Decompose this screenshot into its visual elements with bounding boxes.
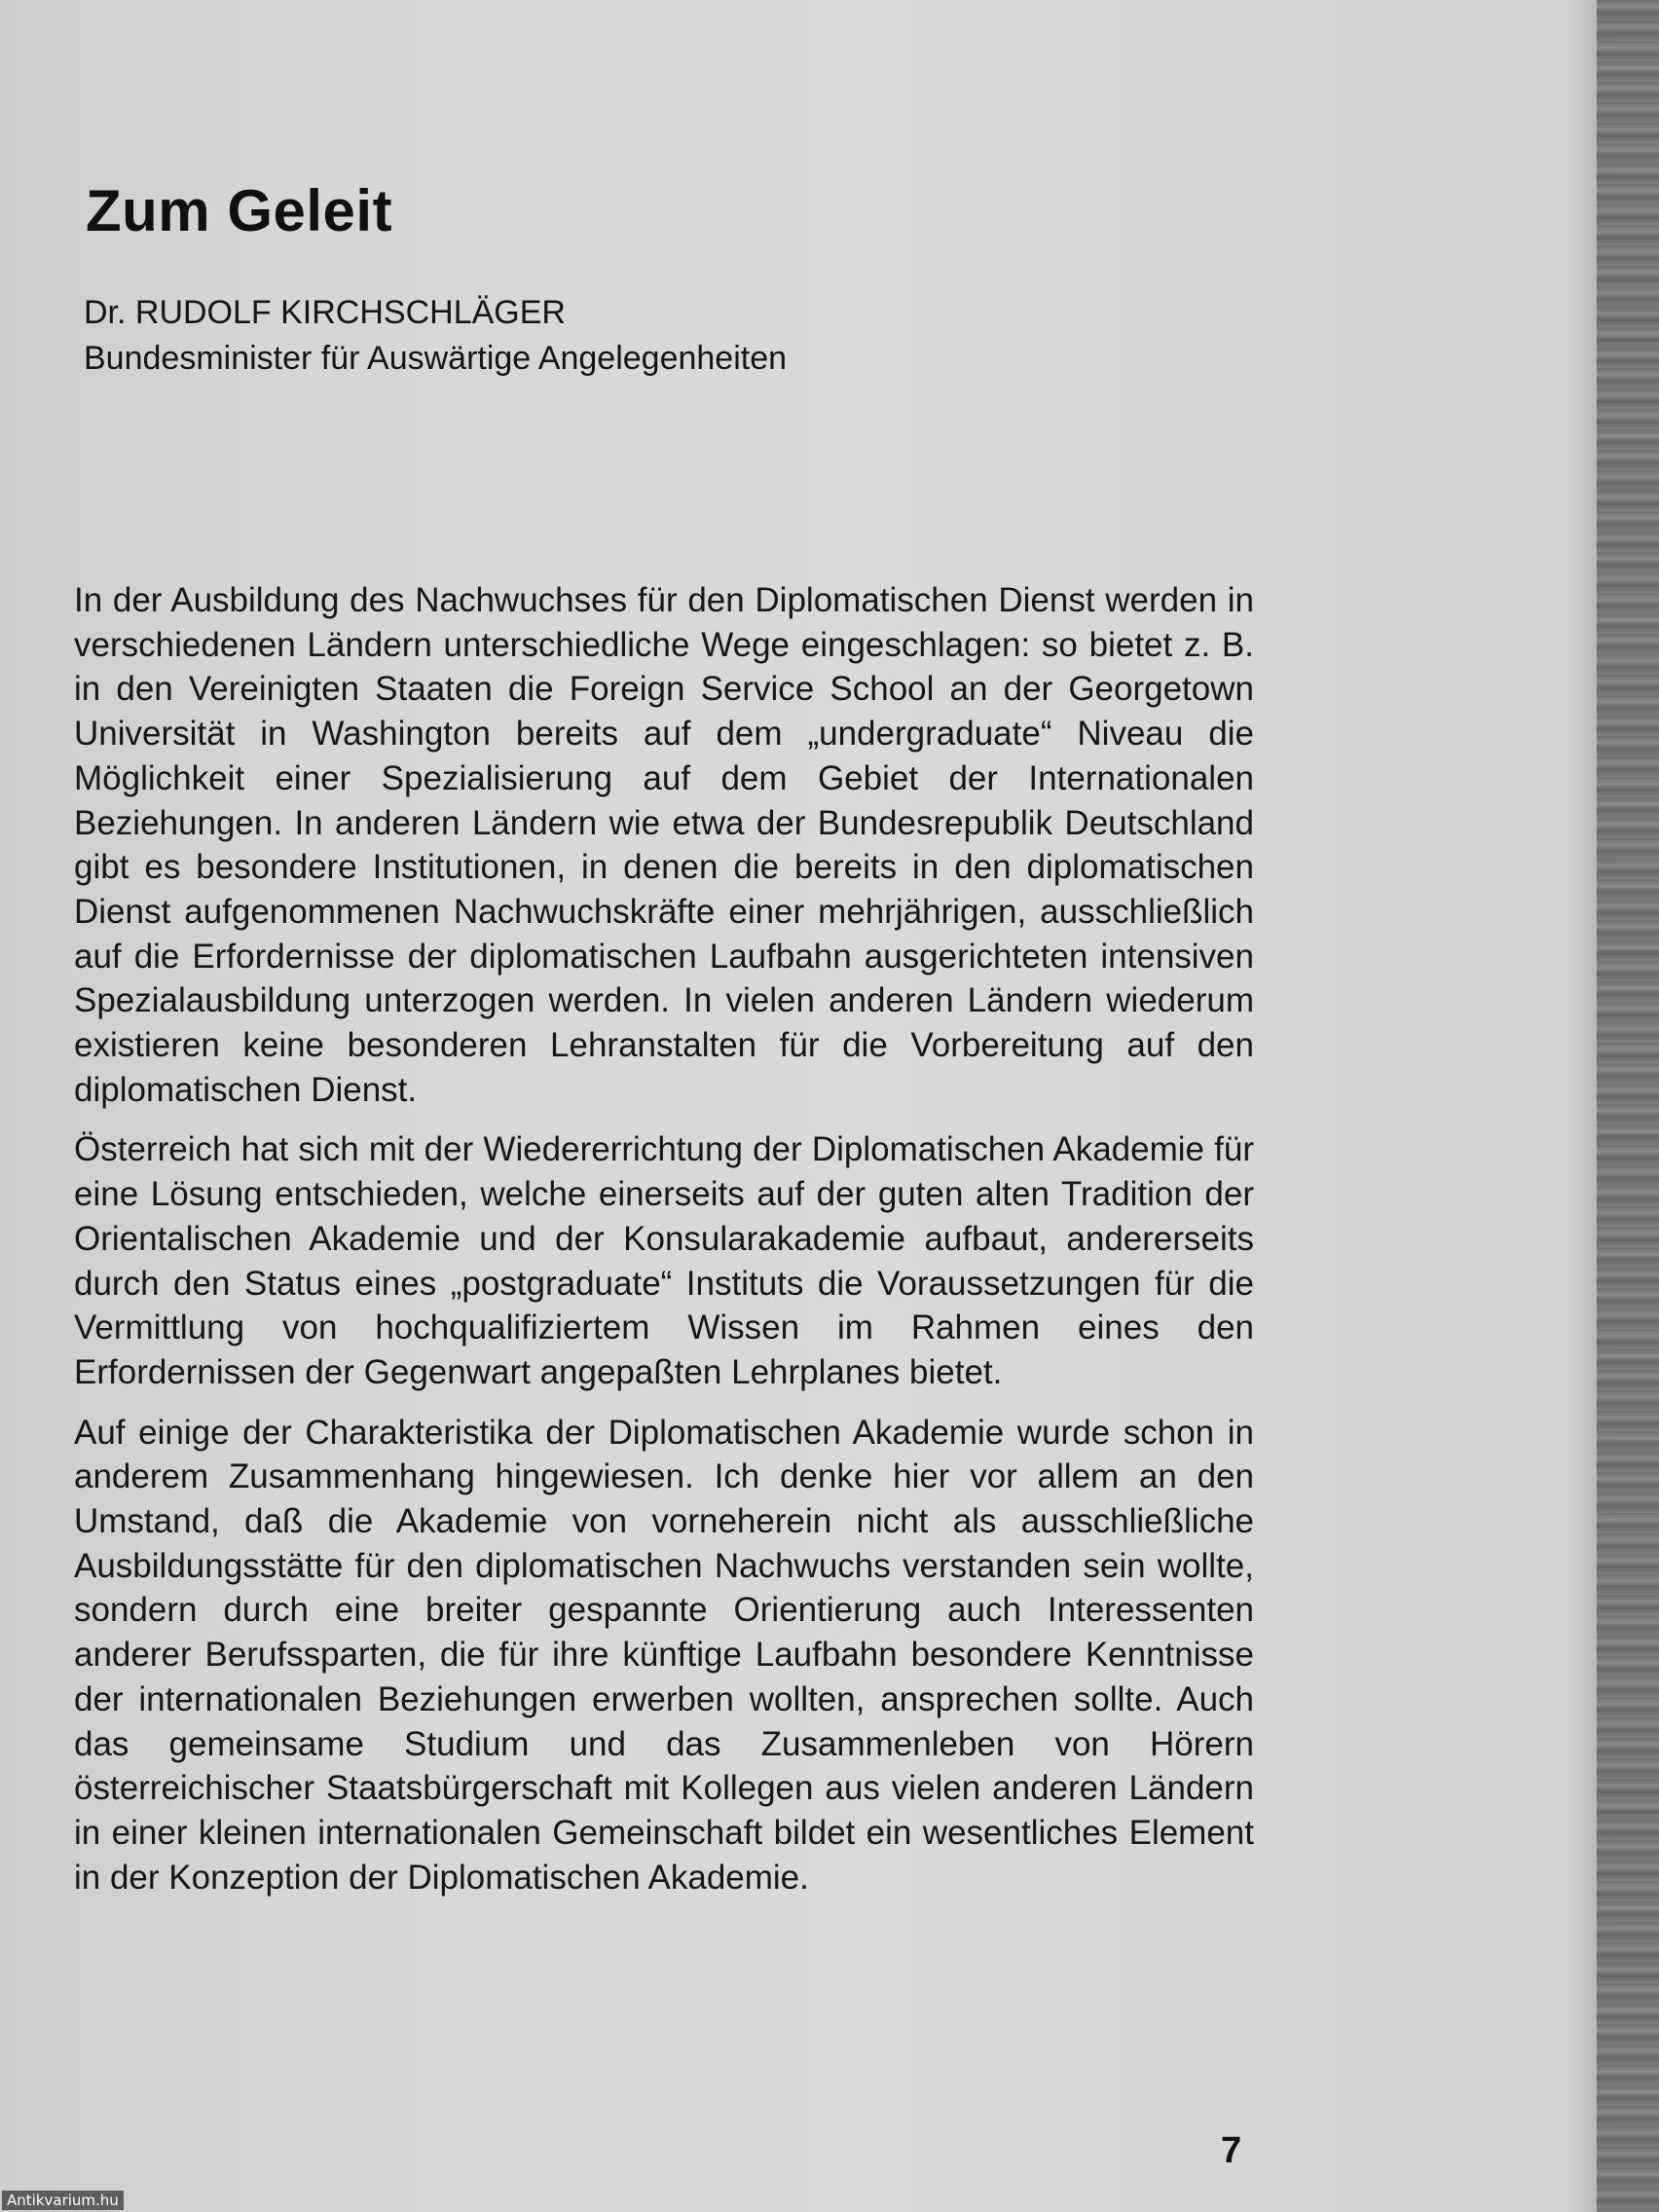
paragraph: In der Ausbildung des Nachwuchses für den Diplomatischen Dienst werden in verschiedenen Ländern unterschiedliche Wege eingeschlagen: so bietet z. B. in den Vereinigten Staaten die Foreign Service School an der Georgetown Universität in Washington bereits auf dem „undergraduate“ Niveau die Möglichkeit einer Spezialisierung auf dem Gebiet der Internationalen Beziehungen. In anderen Ländern wie etwa der Bundesrepublik Deutschland gibt es besondere Institutionen, in denen die bereits in den diplomatischen Dienst aufgenommenen Nachwuchskräfte einer mehrjährigen, ausschließlich auf die Erfordernisse der diplomatischen Laufbahn ausgerichteten intensiven Spezialausbildung unterzogen werden. In vielen anderen Ländern wiederum existieren keine besonderen Lehranstalten für die Vorbereitung auf den diplomatischen Dienst. — [74, 581, 1254, 1109]
book-edge — [1597, 0, 1659, 2212]
author-block — [84, 290, 787, 382]
author-name: Dr. RUDOLF KIRCHSCHLÄGER — [84, 294, 566, 331]
page-edge-shadow — [1569, 0, 1597, 2212]
body-text — [74, 578, 1254, 1915]
page-title: Zum Geleit — [86, 178, 393, 243]
author-position: Bundesminister für Auswärtige Angelegenheiten — [84, 340, 788, 377]
paragraph: Auf einige der Charakteristika der Diplomatischen Akademie wurde schon in anderem Zusammenhang hingewiesen. Ich denke hier vor allem an den Umstand, daß die Akademie von vorneherein nicht als ausschließliche Ausbildungsstätte für den diplomatischen Nachwuchs verstanden sein wollte, sondern durch eine breiter gespannte Orientierung auch Interessenten anderer Berufssparten, die für ihre künftige Laufbahn besondere Kenntnisse der internationalen Beziehungen erwerben wollten, ansprechen sollte. Auch das gemeinsame Studium und das Zusammenleben von Hörern österreichischer Staatsbürgerschaft mit Kollegen aus vielen anderen Ländern in einer kleinen internationalen Gemeinschaft bildet ein wesentliches Element in der Konzeption der Diplomatischen Akademie. — [74, 1413, 1254, 1897]
watermark: Antikvarium.hu — [2, 2191, 124, 2210]
page-number: 7 — [1221, 2130, 1242, 2171]
paragraph: Österreich hat sich mit der Wiedererrichtung der Diplomatischen Akademie für eine Lösung entschieden, welche einerseits auf der guten alten Tradition der Orientalischen Akademie und der Konsularakademie aufbaut, andererseits durch den Status eines „postgraduate“ Instituts die Voraussetzungen für die Vermittlung von hochqualifiziertem Wissen im Rahmen eines den Erfordernissen der Gegenwart angepaßten Lehrplanes bietet. — [74, 1130, 1254, 1391]
